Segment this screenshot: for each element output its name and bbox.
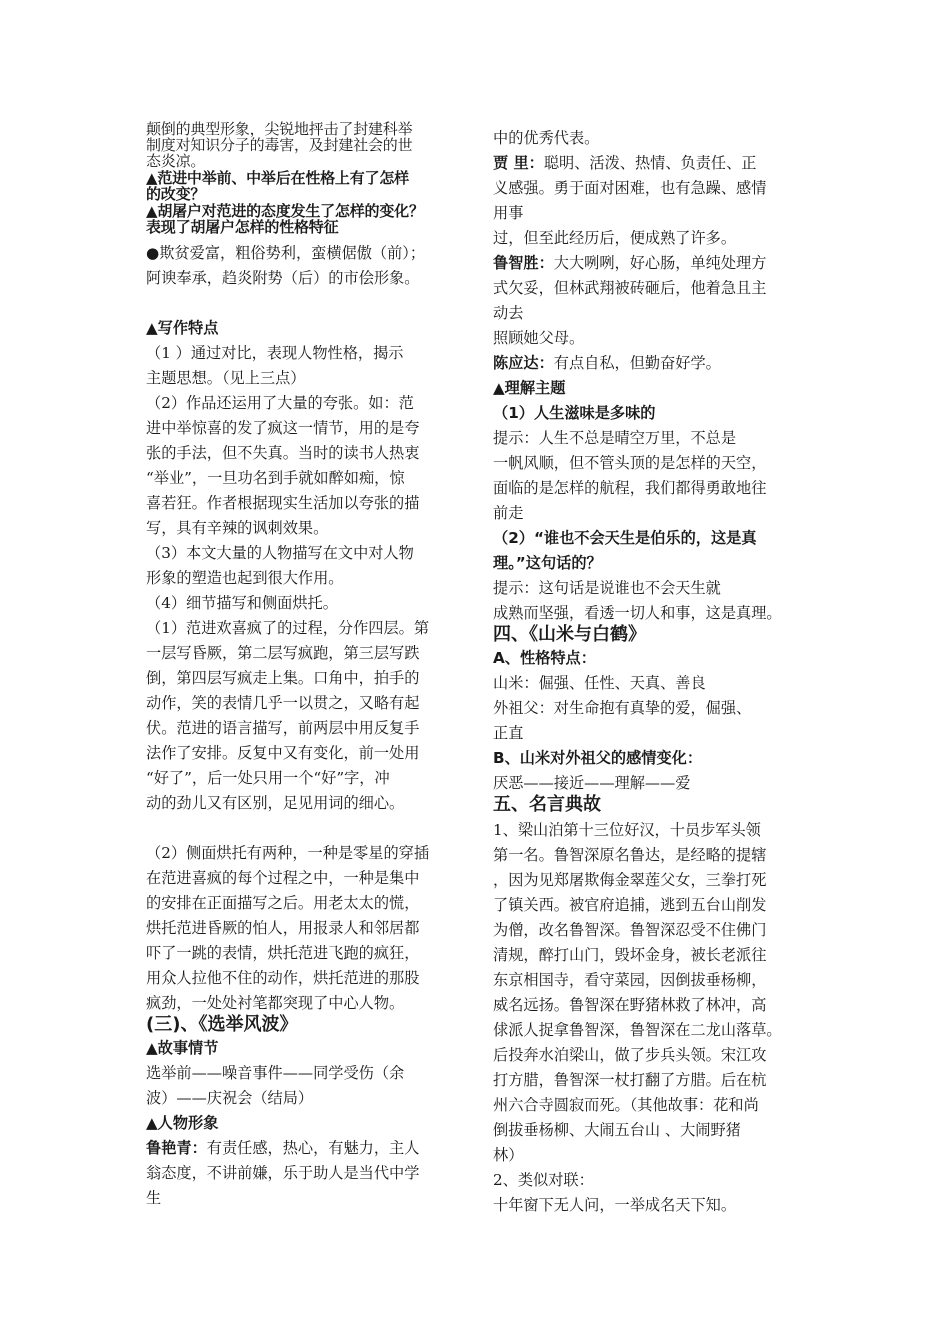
left-text-line: 伏。范进的语言描写，前两层中用反复手 (146, 719, 420, 737)
character-name-label: 贾 里： (493, 154, 544, 172)
right-text-line: 后投奔水泊梁山，做了步兵头领。宋江攻 (493, 1046, 767, 1064)
right-text-line: 面临的是怎样的航程，我们都得勇敢地往 (493, 479, 767, 497)
right-text-line: 动去 (493, 304, 524, 322)
right-text-line: 照顾她父母。 (493, 329, 585, 347)
right-text-line: （1）人生滋味是多味的 (493, 404, 656, 422)
left-text-line: ▲故事情节 (146, 1039, 219, 1057)
right-text-line: 五、名言典故 (493, 794, 601, 815)
right-text-line: ▲理解主题 (493, 379, 566, 397)
left-text-line: 张的手法，但不失真。当时的读书人热衷 (146, 444, 420, 462)
right-text-line: 一帆风顺，但不管头顶的是怎样的天空， (493, 454, 767, 472)
left-text-line: 吓了一跳的表情，烘托范进飞跑的疯狂， (146, 944, 420, 962)
left-text-line: （4）细节描写和侧面烘托。 (146, 594, 338, 612)
left-text-line: 翁态度，不讲前嫌，乐于助人是当代中学 (146, 1164, 420, 1182)
right-text-line: 成熟而坚强，看透一切人和事，这是真理。 (493, 604, 782, 622)
left-text-line: 选举前——噪音事件——同学受伤（余 (146, 1064, 405, 1082)
left-text-line: 的改变？ (146, 185, 206, 203)
left-text-line: （1）范进欢喜疯了的过程，分作四层。第 (146, 619, 430, 637)
right-text-line: 山米：倔强、任性、天真、善良 (493, 674, 706, 692)
right-text-line: 东京相国寺，看守菜园，因倒拔垂杨柳， (493, 971, 767, 989)
right-text-line: B、山米对外祖父的感情变化： (493, 749, 703, 767)
left-text-line: （2）作品还运用了大量的夸张。如：范 (146, 394, 414, 412)
left-text-line (146, 1138, 419, 1158)
left-text-line: 生 (146, 1189, 162, 1207)
right-text-line: 外祖父：对生命抱有真挚的爱，倔强、 (493, 699, 752, 717)
right-text-line: 提示：这句话是说谁也不会天生就 (493, 579, 721, 597)
left-text-line: 一层写昏厥，第二层写疯跑，第三层写跌 (146, 644, 420, 662)
left-text-line: ▲人物形象 (146, 1114, 219, 1132)
right-text-line: 正直 (493, 724, 524, 742)
left-text-line: 用众人拉他不住的动作，烘托范进的那股 (146, 969, 420, 987)
character-description: 有点自私，但勤奋好学。 (553, 354, 721, 372)
right-text-line: 了镇关西。被官府追捕，逃到五台山削发 (493, 896, 767, 914)
right-text-line: 第一名。鲁智深原名鲁达，是经略的提辖 (493, 846, 767, 864)
right-text-line: A、性格特点： (493, 649, 596, 667)
left-text-line: 疯劲，一处处衬笔都突现了中心人物。 (146, 994, 405, 1012)
right-text-line: 倒拔垂杨柳、大闹五台山 、大闹野猪 (493, 1121, 741, 1139)
left-text-line: 阿谀奉承，趋炎附势（后）的市侩形象。 (146, 269, 420, 287)
left-text-line: 表现了胡屠户怎样的性格特征 (146, 218, 339, 236)
left-text-line: （2）侧面烘托有两种，一种是零星的穿插 (146, 844, 430, 862)
right-text-line: 2、类似对联： (493, 1171, 594, 1189)
left-text-line: 法作了安排。反复中又有变化，前一处用 (146, 744, 420, 762)
left-text-line: 倒，第四层写疯走上集。口角中，拍手的 (146, 669, 420, 687)
character-description: 聪明、活泼、热情、负责任、正 (543, 154, 757, 172)
left-text-line: ▲范进中举前、中举后在性格上有了怎样 (146, 169, 409, 187)
right-text-line: 式欠妥，但林武翔被砖砸后，他着急且主 (493, 279, 767, 297)
right-text-line: 过，但至此经历后，便成熟了许多。 (493, 229, 736, 247)
left-text-line: “好了”，后一处只用一个“好”字，冲 (146, 769, 390, 787)
right-text-line: （2）“谁也不会天生是伯乐的，这是真 (493, 529, 757, 547)
right-text-line: 俅派人捉拿鲁智深，鲁智深在二龙山落草。 (493, 1021, 782, 1039)
left-text-line: （1 ）通过对比，表现人物性格，揭示 (146, 344, 404, 362)
character-description: 大大咧咧，好心肠，单纯处理方 (553, 254, 767, 272)
left-text-line: 形象的塑造也起到很大作用。 (146, 569, 344, 587)
right-text-line: 义感强。勇于面对困难，也有急躁、感情 (493, 179, 767, 197)
right-text-line: 前走 (493, 504, 524, 522)
right-text-line: 理。”这句话的？ (493, 554, 602, 572)
character-description: 有责任感，热心，有魅力，主人 (206, 1139, 420, 1157)
right-text-line: 十年窗下无人问，一举成名天下知。 (493, 1196, 736, 1214)
left-text-line: (三)、《选举风波》 (146, 1014, 298, 1035)
left-text-line: ▲胡屠户对范进的态度发生了怎样的变化？ (146, 202, 424, 220)
left-text-line: （3）本文大量的人物描写在文中对人物 (146, 544, 414, 562)
left-text-line: 写，具有辛辣的讽刺效果。 (146, 519, 329, 537)
right-text-line: 中的优秀代表。 (493, 129, 600, 147)
left-text-line: 在范进喜疯的每个过程之中，一种是集中 (146, 869, 420, 887)
left-text-line: ●欺贫爱富，粗俗势利，蛮横倨傲（前）； (146, 244, 426, 262)
right-text-line: 威名远扬。鲁智深在野猪林救了林冲，高 (493, 996, 767, 1014)
left-text-line: 烘托范进昏厥的怕人，用报录人和邻居都 (146, 919, 420, 937)
left-text-line: 的安排在正面描写之后。用老太太的慌， (146, 894, 420, 912)
right-text-line: 四、《山米与白鹤》 (493, 624, 646, 645)
right-text-line: 用事 (493, 204, 524, 222)
right-text-line: 提示：人生不总是晴空万里，不总是 (493, 429, 736, 447)
right-text-line (493, 153, 756, 173)
right-text-line: 打方腊，鲁智深一杖打翻了方腊。后在杭 (493, 1071, 767, 1089)
right-text-line: 1、梁山泊第十三位好汉，十员步军头领 (493, 821, 761, 839)
left-text-line: 波）——庆祝会（结局） (146, 1089, 314, 1107)
right-text-line: 州六合寺圆寂而死。（其他故事：花和尚 (493, 1096, 759, 1114)
right-text-line (493, 253, 766, 273)
left-text-line: 主题思想。（见上三点） (146, 369, 306, 387)
character-name-label: 鲁艳青： (146, 1139, 207, 1157)
right-text-line: 清规，醉打山门，毁坏金身，被长老派往 (493, 946, 767, 964)
character-name-label: 陈应达： (493, 354, 554, 372)
left-text-line: 态炎凉。 (146, 152, 206, 170)
left-text-line: 进中举惊喜的发了疯这一情节，用的是夸 (146, 419, 420, 437)
left-text-line: 制度对知识分子的毒害，及封建社会的世 (146, 136, 413, 154)
right-text-line: 为僧，改名鲁智深。鲁智深忍受不住佛门 (493, 921, 767, 939)
left-text-line: 动作，笑的表情几乎一以贯之，又略有起 (146, 694, 420, 712)
left-text-line: 动的劲儿又有区别，足见用词的细心。 (146, 794, 405, 812)
left-text-line: 喜若狂。作者根据现实生活加以夸张的描 (146, 494, 420, 512)
left-text-line: ▲写作特点 (146, 319, 219, 337)
right-text-line: ，因为见郑屠欺侮金翠莲父女，三拳打死 (493, 871, 767, 889)
character-name-label: 鲁智胜： (493, 254, 554, 272)
left-text-line: 颠倒的典型形象，尖锐地抨击了封建科举 (146, 120, 413, 138)
right-text-line (493, 353, 721, 373)
left-text-line: “举业”，一旦功名到手就如醉如痴，惊 (146, 469, 405, 487)
right-text-line: 厌恶——接近——理解——爱 (493, 774, 691, 792)
right-text-line: 林） (493, 1146, 524, 1164)
